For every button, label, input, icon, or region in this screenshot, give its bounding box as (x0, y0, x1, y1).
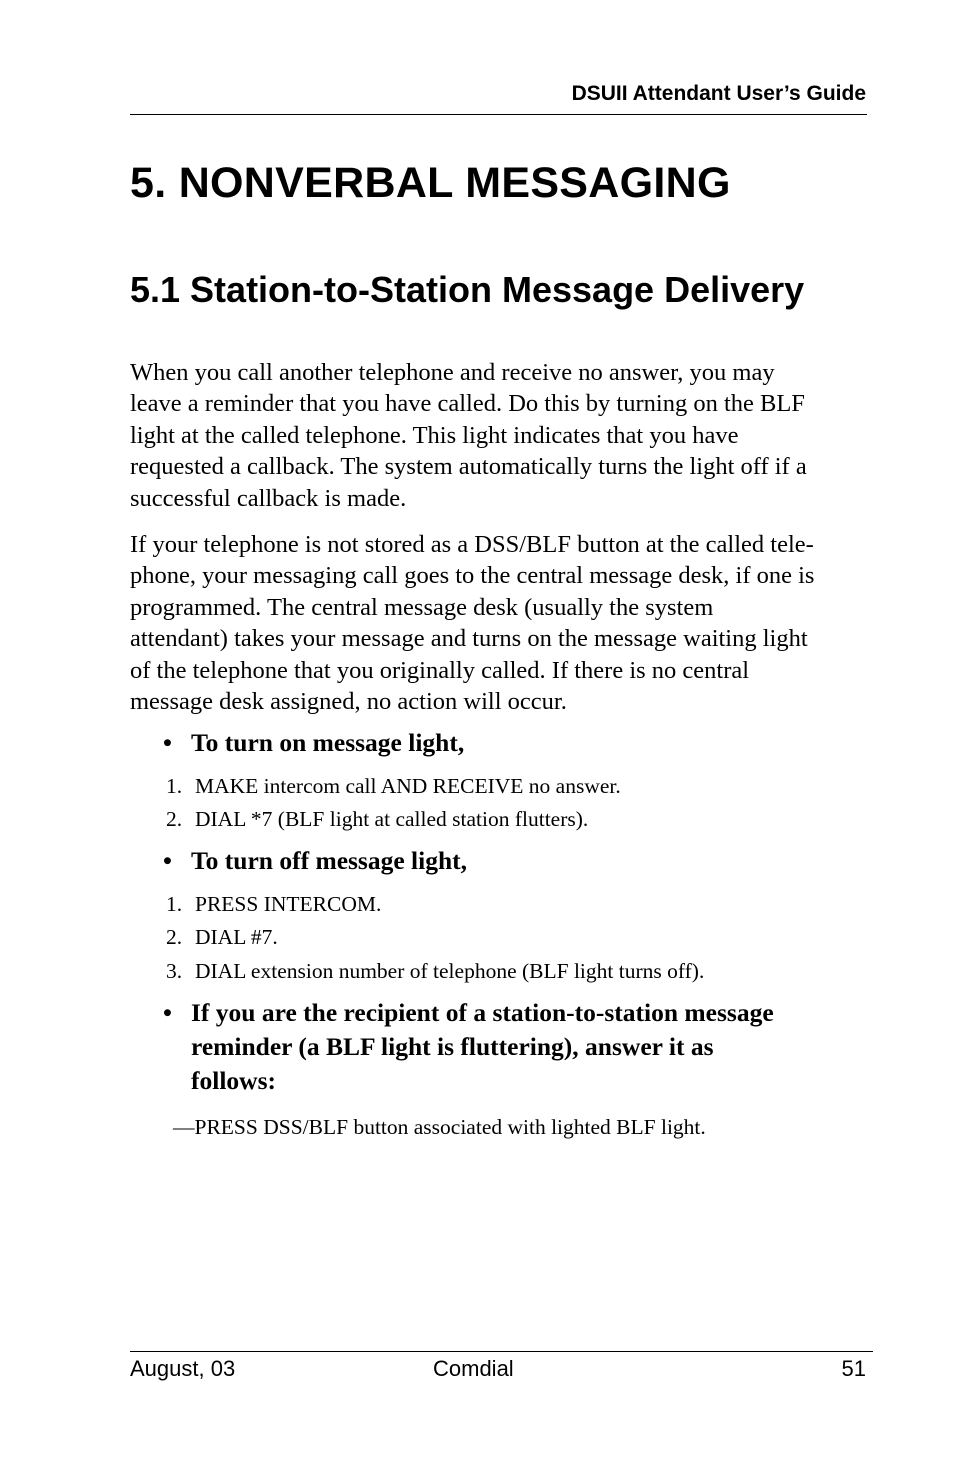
chapter-title: 5. NONVERBAL MESSAGING (130, 159, 731, 207)
procedure-heading-text: follows: (191, 1066, 276, 1095)
procedure-step (166, 773, 621, 799)
procedure-heading-turn-off (163, 844, 467, 878)
bullet-symbol: • (163, 998, 172, 1027)
step-text: MAKE intercom call AND RECEIVE no answer. (195, 774, 621, 798)
section-title: 5.1 Station-to-Station Message Delivery (130, 269, 805, 310)
paragraph-line: leave a reminder that you have called. Do this by turning on the BLF (130, 390, 805, 418)
paragraph-line: attendant) takes your message and turns on the message waiting light (130, 625, 808, 653)
procedure-heading-turn-on (163, 726, 464, 760)
paragraph-line: of the telephone that you originally called. If there is no central (130, 656, 750, 684)
paragraph-line: phone, your messaging call goes to the central message desk, if one is (130, 562, 815, 590)
step-number: 1. (166, 774, 183, 798)
bullet-symbol: • (163, 728, 172, 757)
header-rule (130, 114, 867, 115)
procedure-heading-text: To turn on message light, (191, 728, 465, 757)
footer-date: August, 03 (130, 1356, 236, 1381)
procedure-heading-text: reminder (a BLF light is fluttering), answer it as (191, 1032, 714, 1061)
procedure-step (166, 924, 278, 950)
paragraph-line: programmed. The central message desk (usually the system (130, 593, 714, 621)
step-number: 1. (166, 892, 183, 916)
step-text: DIAL *7 (BLF light at called station flutters). (195, 807, 589, 831)
procedure-heading-text: If you are the recipient of a station-to-station message (191, 998, 774, 1027)
procedure-action: —PRESS DSS/BLF button associated with lighted BLF light. (173, 1115, 706, 1139)
paragraph-line: successful callback is made. (130, 484, 407, 512)
step-number: 2. (166, 807, 183, 831)
procedure-heading-text: To turn off message light, (191, 846, 468, 875)
running-header: DSUII Attendant User’s Guide (571, 82, 866, 105)
procedure-step (166, 958, 704, 984)
procedure-step (166, 806, 588, 832)
step-text: PRESS INTERCOM. (195, 892, 382, 916)
procedure-heading-recipient (163, 996, 774, 1098)
paragraph-intro (130, 357, 870, 514)
paragraph-line: requested a callback. The system automatically turns the light off if a (130, 453, 807, 481)
procedure-step (166, 891, 381, 917)
footer-company: Comdial (433, 1356, 514, 1381)
footer-rule (130, 1351, 873, 1352)
step-text: DIAL #7. (195, 925, 278, 949)
step-number: 3. (166, 959, 183, 983)
bullet-symbol: • (163, 846, 172, 875)
step-text: DIAL extension number of telephone (BLF light turns off). (195, 959, 705, 983)
paragraph-line: message desk assigned, no action will occur. (130, 688, 567, 716)
page-number: 51 (841, 1356, 866, 1381)
paragraph-line: If your telephone is not stored as a DSS/BLF button at the called tele- (130, 531, 814, 558)
paragraph-line: When you call another telephone and receive no answer, you may (130, 359, 775, 386)
paragraph-line: light at the called telephone. This light indicates that you have (130, 421, 739, 449)
paragraph-central-desk (130, 529, 870, 717)
step-number: 2. (166, 925, 183, 949)
